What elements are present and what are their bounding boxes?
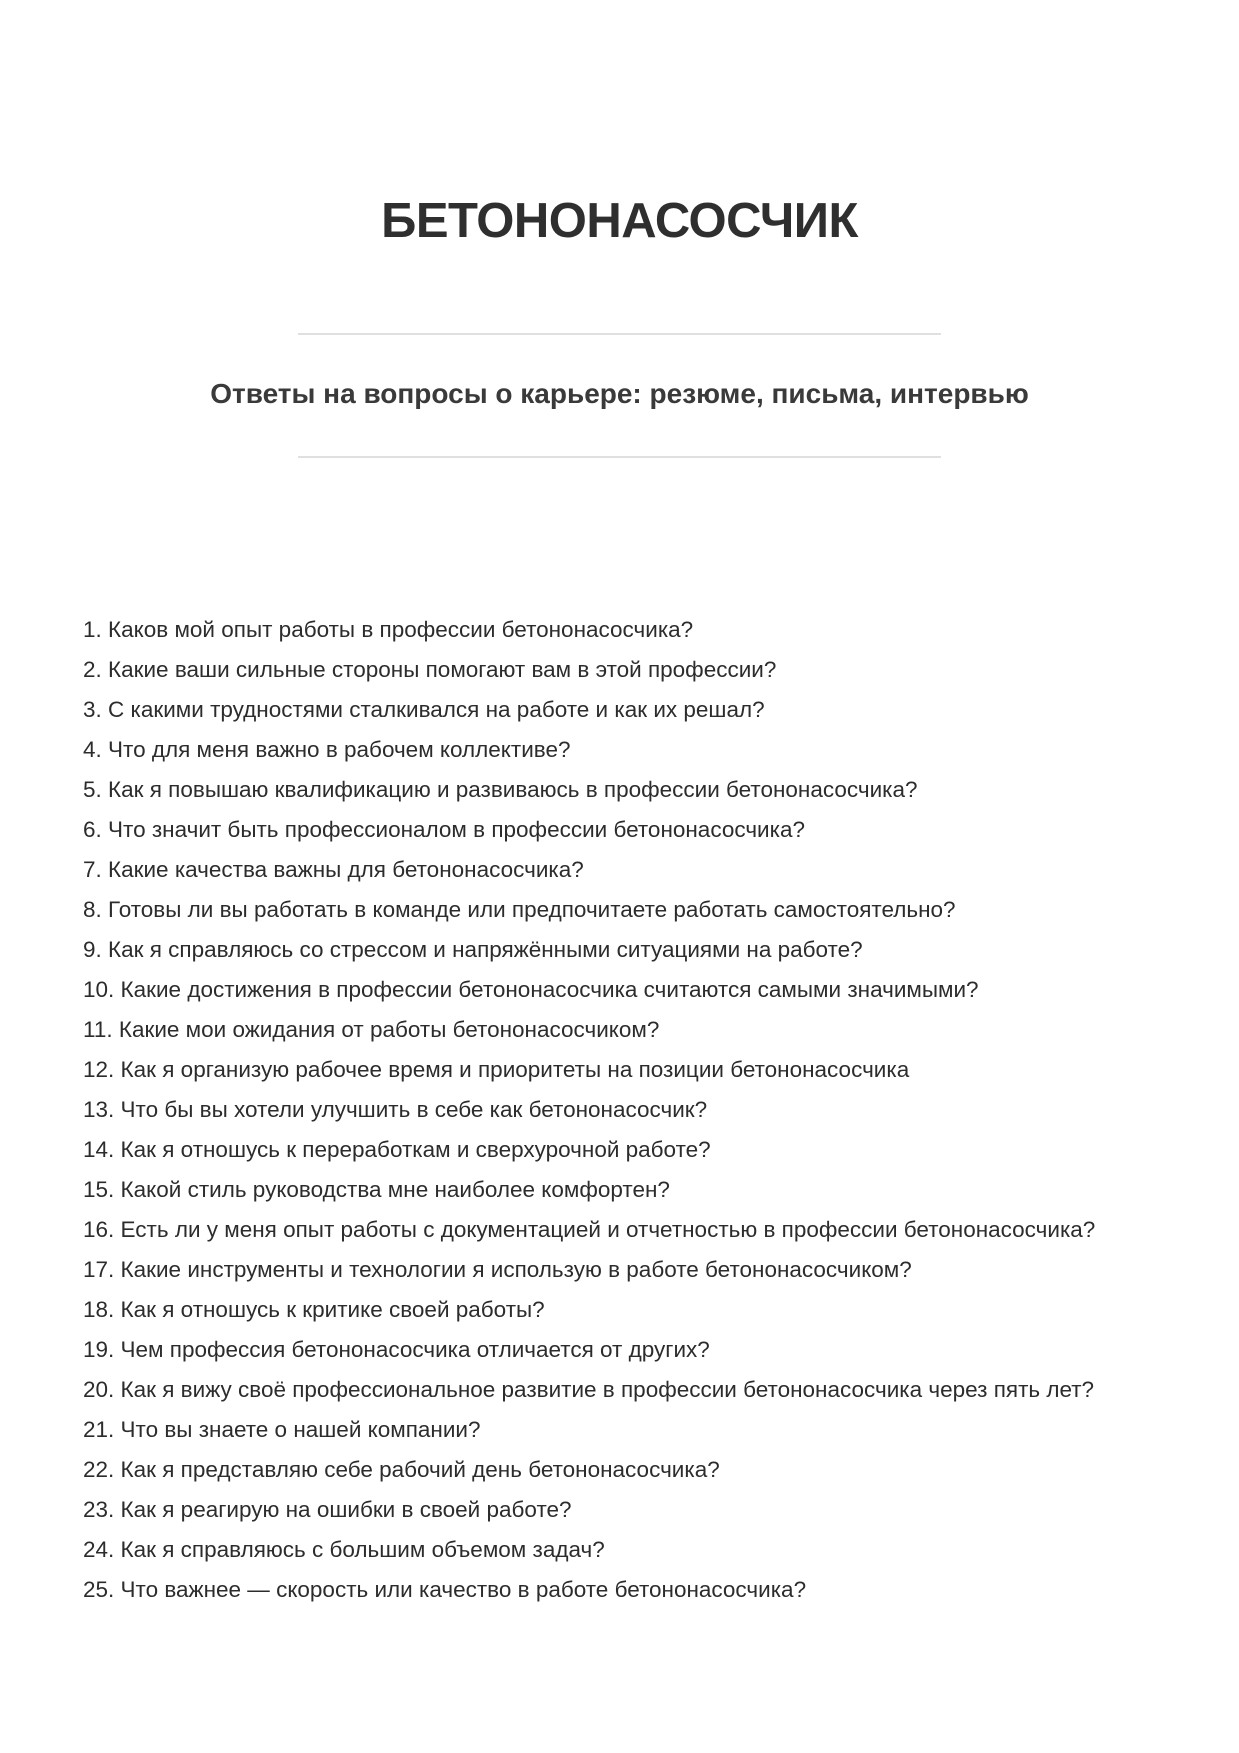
question-item: 5. Как я повышаю квалификацию и развиваюсь в профессии бетононасосчика?: [83, 777, 918, 802]
divider-top: [298, 333, 941, 335]
question-item: 25. Что важнее — скорость или качество в работе бетононасосчика?: [83, 1577, 807, 1602]
question-item: 20. Как я вижу своё профессиональное развитие в профессии бетононасосчика через пять лет?: [83, 1377, 1095, 1402]
questions-list: [83, 610, 1163, 1610]
question-item: 11. Какие мои ожидания от работы бетононасосчиком?: [83, 1017, 660, 1042]
question-item: 19. Чем профессия бетононасосчика отличается от других?: [83, 1337, 710, 1362]
question-item: 15. Какой стиль руководства мне наиболее комфортен?: [83, 1177, 670, 1202]
question-item: 24. Как я справляюсь с большим объемом задач?: [83, 1537, 605, 1562]
question-item: 10. Какие достижения в профессии бетононасосчика считаются самыми значимыми?: [83, 977, 979, 1002]
question-item: 6. Что значит быть профессионалом в профессии бетононасосчика?: [83, 817, 805, 842]
question-item: 2. Какие ваши сильные стороны помогают вам в этой профессии?: [83, 657, 777, 682]
question-item: 1. Каков мой опыт работы в профессии бетононасосчика?: [83, 617, 694, 642]
divider-bottom: [298, 456, 941, 458]
question-item: 4. Что для меня важно в рабочем коллективе?: [83, 737, 571, 762]
question-item: 12. Как я организую рабочее время и приоритеты на позиции бетононасосчика: [83, 1057, 910, 1082]
question-item: 16. Есть ли у меня опыт работы с документацией и отчетностью в профессии бетононасосчика?: [83, 1217, 1096, 1242]
question-item: 22. Как я представляю себе рабочий день бетононасосчика?: [83, 1457, 720, 1482]
question-item: 7. Какие качества важны для бетононасосчика?: [83, 857, 584, 882]
question-item: 23. Как я реагирую на ошибки в своей работе?: [83, 1497, 572, 1522]
question-item: 8. Готовы ли вы работать в команде или предпочитаете работать самостоятельно?: [83, 897, 956, 922]
question-item: 14. Как я отношусь к переработкам и сверхурочной работе?: [83, 1137, 711, 1162]
question-item: 9. Как я справляюсь со стрессом и напряжёнными ситуациями на работе?: [83, 937, 863, 962]
page-subtitle: Ответы на вопросы о карьере: резюме, письма, интервью: [210, 378, 1029, 409]
question-item: 13. Что бы вы хотели улучшить в себе как бетононасосчик?: [83, 1097, 708, 1122]
page-title: БЕТОНОНАСОСЧИК: [381, 194, 858, 248]
question-item: 21. Что вы знаете о нашей компании?: [83, 1417, 481, 1442]
question-item: 17. Какие инструменты и технологии я использую в работе бетононасосчиком?: [83, 1257, 912, 1282]
question-item: 18. Как я отношусь к критике своей работы?: [83, 1297, 545, 1322]
question-item: 3. С какими трудностями сталкивался на работе и как их решал?: [83, 697, 765, 722]
